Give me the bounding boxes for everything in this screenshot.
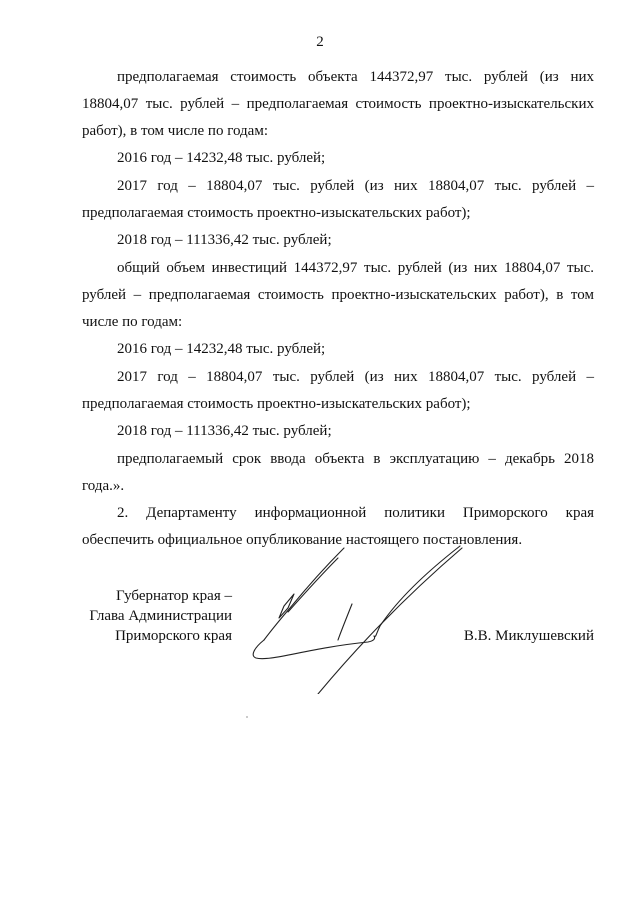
scan-speck [246, 716, 248, 718]
position-line: Глава Администрации [89, 608, 232, 624]
paragraph-2017-cost: 2017 год – 18804,07 тыс. рублей (из них 18804,07 тыс. рублей – предполагаемая стоимость проектно-изыскательских работ); [82, 178, 594, 221]
page-number: 2 [316, 34, 324, 50]
document-body [82, 64, 594, 554]
handwritten-signature [248, 544, 463, 694]
paragraph-estimated-cost: предполагаемая стоимость объекта 144372,97 тыс. рублей (из них 18804,07 тыс. рублей – предполагаемая стоимость проектно-изыскательских работ), в том числе по годам: [82, 69, 594, 139]
position-line: Губернатор края – [116, 588, 232, 604]
paragraph-2017-investment: 2017 год – 18804,07 тыс. рублей (из них 18804,07 тыс. рублей – предполагаемая стоимость проектно-изыскательских работ); [82, 369, 594, 412]
paragraph-publication-order: 2. Департаменту информационной политики Приморского края обеспечить официальное опубликование настоящего постановления. [82, 505, 594, 548]
paragraph-total-investment: общий объем инвестиций 144372,97 тыс. рублей (из них 18804,07 тыс. рублей – предполагаемая стоимость проектно-изыскательских работ), в том числе по годам: [82, 260, 594, 330]
signatory-name: В.В. Миклушевский [463, 628, 594, 644]
signatory-position [82, 586, 232, 646]
paragraph-2018-investment: 2018 год – 111336,42 тыс. рублей; [117, 423, 332, 439]
paragraph-2016-investment: 2016 год – 14232,48 тыс. рублей; [117, 341, 326, 357]
position-line: Приморского края [115, 628, 232, 644]
paragraph-commissioning-date: предполагаемый срок ввода объекта в эксплуатацию – декабрь 2018 года.». [82, 451, 594, 494]
paragraph-2018-cost: 2018 год – 111336,42 тыс. рублей; [117, 232, 332, 248]
paragraph-2016-cost: 2016 год – 14232,48 тыс. рублей; [117, 150, 326, 166]
